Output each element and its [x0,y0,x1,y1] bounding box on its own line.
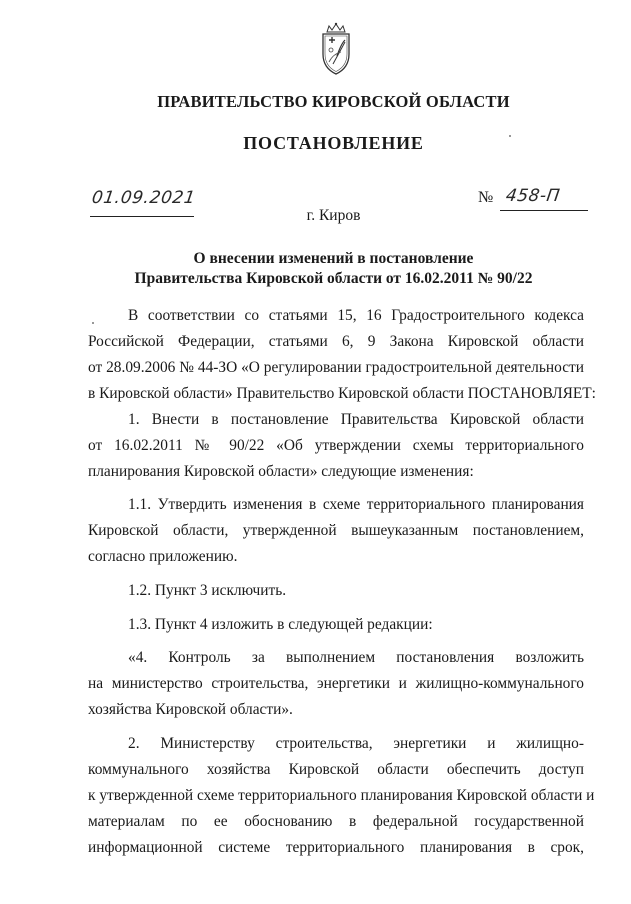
text-line: «4. Контроль за выполнением постановления возложить [128,649,584,666]
scan-speck [509,135,511,137]
city: г. Киров [306,207,361,224]
text-line: планирования Кировской области» следующие изменения: [88,463,474,480]
text-line: в Кировской области» Правительство Кировской области ПОСТАНОВЛЯЕТ: [88,385,596,402]
text-line: 2. Министерству строительства, энергетики и жилищно- [128,735,584,752]
decree-heading: ПОСТАНОВЛЕНИЕ [243,133,424,153]
document-title-line-2: Правительства Кировской области от 16.02.2011 № 90/22 [134,270,533,287]
text-line: на министерство строительства, энергетики и жилищно-коммунального [88,675,584,692]
text-line: 1.2. Пункт 3 исключить. [128,582,287,599]
document-title-line-1: О внесении изменений в постановление [193,250,474,267]
text-line: коммунального хозяйства Кировской области обеспечить доступ [88,761,584,778]
paragraph-preamble [88,303,596,407]
text-line: 1. Внести в постановление Правительства Кировской области [128,411,584,428]
text-line: Российской Федерации, статьями 6, 9 Закона Кировской области [88,333,584,350]
date-handwritten: 01.09.2021 [90,188,197,208]
document-body [88,303,596,861]
number-handwritten: 458-П [504,186,562,206]
paragraph-item-1-3 [88,612,584,638]
paragraph-item-1-1 [88,492,584,570]
scan-speck [92,322,94,324]
text-line: материалам по ее обоснованию в федеральной государственной [88,813,584,830]
kirov-region-coat-of-arms-icon [315,20,357,78]
paragraph-item-1 [88,407,584,485]
paragraph-item-2 [88,731,595,861]
text-line: согласно приложению. [88,548,238,565]
paragraph-quoted-item-4 [88,645,584,723]
text-line: от 28.09.2006 № 44-ЗО «О регулировании градостроительной деятельности [88,359,584,376]
text-line: В соответствии со статьями 15, 16 Градостроительного кодекса [128,307,584,324]
document-title [0,249,631,289]
text-line: Кировской области, утвержденной вышеуказанным постановлением, [88,522,584,539]
number-sign: № [478,189,494,206]
government-name: ПРАВИТЕЛЬСТВО КИРОВСКОЙ ОБЛАСТИ [157,92,510,111]
text-line: 1.1. Утвердить изменения в схеме территориального планирования [128,496,584,513]
text-line: информационной системе территориального планирования в срок, [88,839,584,856]
text-line: от 16.02.2011 № 90/22 «Об утверждении схемы территориального [88,437,584,454]
paragraph-item-1-2 [88,578,584,604]
text-line: к утвержденной схеме территориального планирования Кировской области и [88,787,595,804]
text-line: хозяйства Кировской области». [88,701,293,718]
text-line: 1.3. Пункт 4 изложить в следующей редакции: [128,616,433,633]
